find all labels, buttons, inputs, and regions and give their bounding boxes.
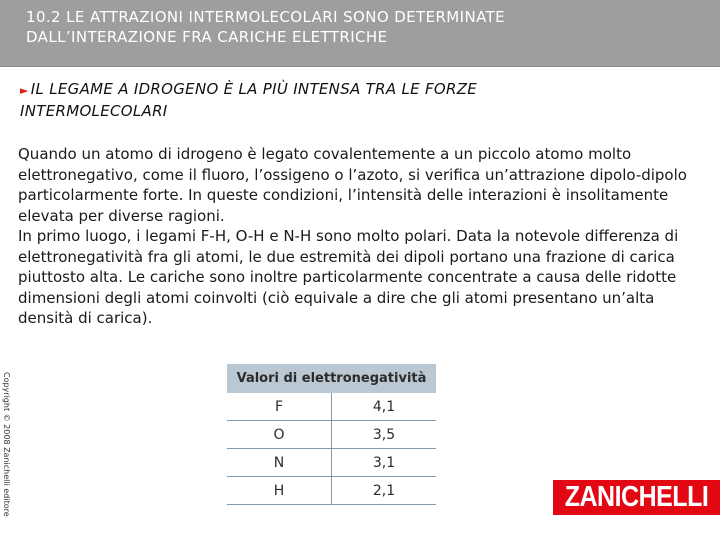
table-header: Valori di elettronegatività (227, 364, 436, 393)
copyright-text: Copyright © 2008 Zanichelli editore (2, 372, 11, 517)
copyright-notice (0, 372, 12, 528)
table-row (227, 421, 436, 449)
value-cell: 3,5 (332, 421, 437, 449)
body-paragraph-2: In primo luogo, i legami F-H, O-H e N-H sono molto polari. Data la notevole differenza di elettronegatività fra gli atomi, le due estremità dei dipoli portano una frazione di carica piuttosto alta. Le cariche sono inoltre particolarmente concentrate a causa delle ridotte dimensioni degli atomi coinvolti (ciò equivale a dire che gli atomi presentano un’alta densità di carica). (18, 227, 679, 327)
logo-text: ZANICHELLI (564, 480, 709, 514)
element-cell: O (227, 421, 332, 449)
slide-title-line-2: DALL’INTERAZIONE FRA CARICHE ELETTRICHE (26, 28, 388, 46)
element-cell: H (227, 477, 332, 505)
value-cell: 3,1 (332, 449, 437, 477)
table-row (227, 393, 436, 421)
table-row (227, 449, 436, 477)
triangle-bullet-icon: ► (20, 84, 29, 97)
element-cell: F (227, 393, 332, 421)
table-header-row (227, 364, 436, 393)
zanichelli-logo (553, 480, 720, 515)
element-cell: N (227, 449, 332, 477)
body-paragraph-1: Quando un atomo di idrogeno è legato covalentemente a un piccolo atomo molto elettronegativo, come il fluoro, l’ossigeno o l’azoto, si verifica un’attrazione dipolo-dipolo particolarmente forte. In queste condizioni, l’intensità delle interazioni è insolitamente elevata per diverse ragioni. (18, 145, 687, 225)
subtitle-line-1: IL LEGAME A IDROGENO È LA PIÙ INTENSA TRA LE FORZE (30, 80, 478, 98)
table-row (227, 477, 436, 505)
body-text (18, 144, 708, 329)
slide-title-line-1: 10.2 LE ATTRAZIONI INTERMOLECOLARI SONO DETERMINATE (26, 8, 506, 26)
electronegativity-table (227, 364, 436, 505)
value-cell: 2,1 (332, 477, 437, 505)
subtitle-line-2: INTERMOLECOLARI (20, 102, 168, 120)
section-subtitle (20, 79, 710, 121)
slide-header (0, 0, 720, 67)
slide-title (26, 7, 706, 47)
value-cell: 4,1 (332, 393, 437, 421)
